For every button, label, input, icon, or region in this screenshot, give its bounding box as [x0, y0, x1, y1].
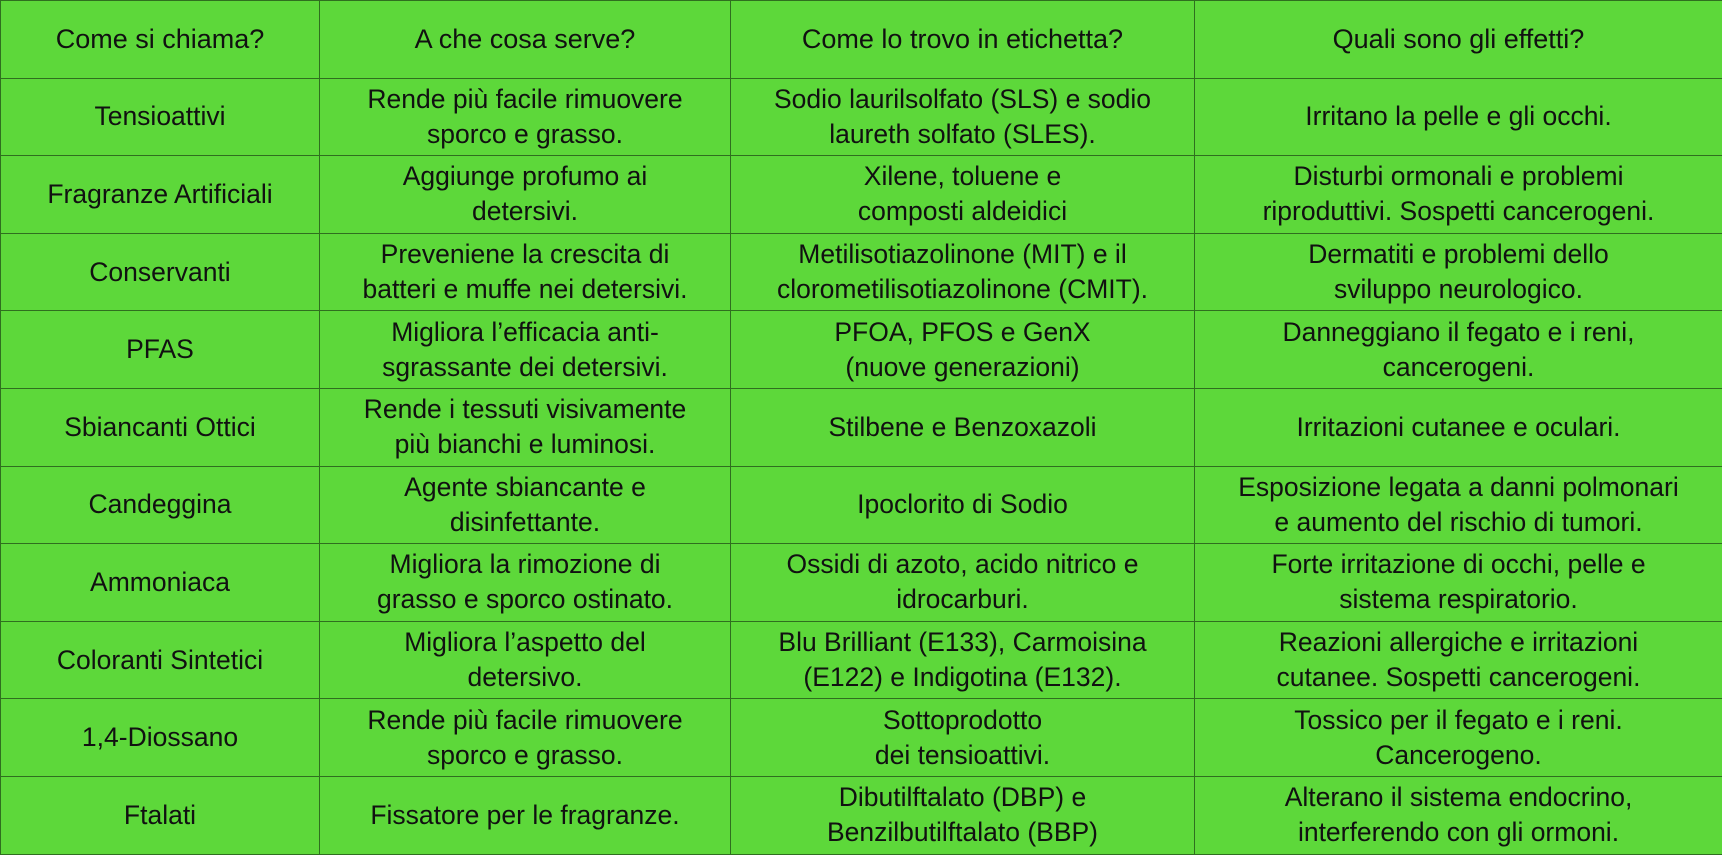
- cell-label: Ipoclorito di Sodio: [731, 466, 1195, 544]
- cell-label: Blu Brilliant (E133), Carmoisina (E122) e Indigotina (E132).: [731, 621, 1195, 699]
- cell-name: Conservanti: [1, 233, 320, 311]
- table-row: [1, 233, 1722, 311]
- table-header: [1, 1, 1722, 79]
- cell-purpose: Migliora l’efficacia anti- sgrassante dei detersivi.: [320, 311, 731, 389]
- cell-label: Sodio laurilsolfato (SLS) e sodio laureth solfato (SLES).: [731, 78, 1195, 156]
- table-row: [1, 388, 1722, 466]
- cell-effects: Disturbi ormonali e problemi riproduttivi. Sospetti cancerogeni.: [1195, 156, 1722, 234]
- cell-name: Candeggina: [1, 466, 320, 544]
- cell-label: Ossidi di azoto, acido nitrico e idrocarburi.: [731, 544, 1195, 622]
- cell-purpose: Preveniene la crescita di batteri e muffe nei detersivi.: [320, 233, 731, 311]
- cell-effects: Irritazioni cutanee e oculari.: [1195, 388, 1722, 466]
- cell-purpose: Migliora l’aspetto del detersivo.: [320, 621, 731, 699]
- cell-purpose: Migliora la rimozione di grasso e sporco ostinato.: [320, 544, 731, 622]
- cell-label: Metilisotiazolinone (MIT) e il clorometilisotiazolinone (CMIT).: [731, 233, 1195, 311]
- table-row: [1, 544, 1722, 622]
- cell-effects: Esposizione legata a danni polmonari e aumento del rischio di tumori.: [1195, 466, 1722, 544]
- cell-effects: Tossico per il fegato e i reni. Cancerogeno.: [1195, 699, 1722, 777]
- header-label: Come lo trovo in etichetta?: [731, 1, 1195, 79]
- cell-name: Fragranze Artificiali: [1, 156, 320, 234]
- cell-purpose: Agente sbiancante e disinfettante.: [320, 466, 731, 544]
- cell-label: PFOA, PFOS e GenX (nuove generazioni): [731, 311, 1195, 389]
- cell-purpose: Aggiunge profumo ai detersivi.: [320, 156, 731, 234]
- cell-label: Stilbene e Benzoxazoli: [731, 388, 1195, 466]
- header-row: [1, 1, 1722, 79]
- table-row: [1, 776, 1722, 854]
- cell-effects: Alterano il sistema endocrino, interferendo con gli ormoni.: [1195, 776, 1722, 854]
- cell-label: Sottoprodotto dei tensioattivi.: [731, 699, 1195, 777]
- header-purpose: A che cosa serve?: [320, 1, 731, 79]
- cell-effects: Irritano la pelle e gli occhi.: [1195, 78, 1722, 156]
- table-body: [1, 78, 1722, 854]
- cell-effects: Dermatiti e problemi dello sviluppo neurologico.: [1195, 233, 1722, 311]
- cell-purpose: Rende i tessuti visivamente più bianchi e luminosi.: [320, 388, 731, 466]
- cell-purpose: Rende più facile rimuovere sporco e grasso.: [320, 78, 731, 156]
- cell-name: Tensioattivi: [1, 78, 320, 156]
- table-row: [1, 311, 1722, 389]
- cell-effects: Danneggiano il fegato e i reni, cancerogeni.: [1195, 311, 1722, 389]
- cell-name: 1,4-Diossano: [1, 699, 320, 777]
- header-name: Come si chiama?: [1, 1, 320, 79]
- cell-name: Ammoniaca: [1, 544, 320, 622]
- table-row: [1, 78, 1722, 156]
- cell-effects: Forte irritazione di occhi, pelle e sistema respiratorio.: [1195, 544, 1722, 622]
- table-row: [1, 621, 1722, 699]
- cell-label: Dibutilftalato (DBP) e Benzilbutilftalato (BBP): [731, 776, 1195, 854]
- cell-effects: Reazioni allergiche e irritazioni cutanee. Sospetti cancerogeni.: [1195, 621, 1722, 699]
- cell-name: Coloranti Sintetici: [1, 621, 320, 699]
- header-effects: Quali sono gli effetti?: [1195, 1, 1722, 79]
- cell-name: Ftalati: [1, 776, 320, 854]
- cell-name: PFAS: [1, 311, 320, 389]
- table-row: [1, 699, 1722, 777]
- cell-name: Sbiancanti Ottici: [1, 388, 320, 466]
- cell-label: Xilene, toluene e composti aldeidici: [731, 156, 1195, 234]
- cell-purpose: Rende più facile rimuovere sporco e grasso.: [320, 699, 731, 777]
- table-row: [1, 466, 1722, 544]
- table-row: [1, 156, 1722, 234]
- cell-purpose: Fissatore per le fragranze.: [320, 776, 731, 854]
